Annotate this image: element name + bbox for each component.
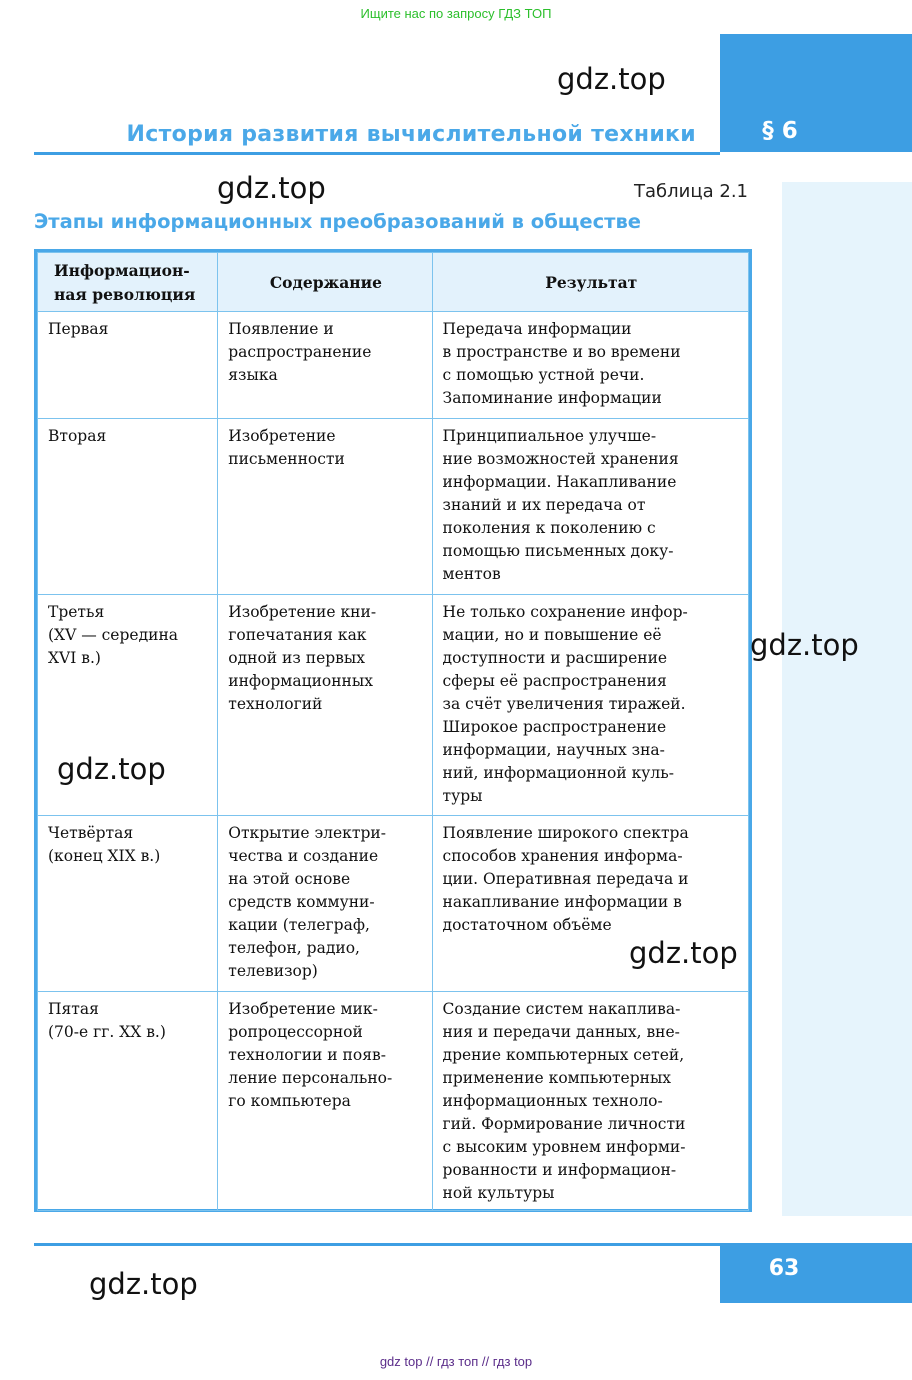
header-divider xyxy=(34,152,720,155)
table-header-row xyxy=(38,253,749,312)
revolution-cell: Третья (XV — середина XVI в.) xyxy=(38,595,218,816)
content-cell: Изобретение письменности xyxy=(218,419,432,595)
watermark: gdz.top xyxy=(57,752,166,786)
result-cell: Появление широкого спектра способов хранения информа- ции. Оперативная передача и накапливание информации в достаточном объёме xyxy=(432,816,748,992)
footer-divider xyxy=(34,1243,720,1246)
result-cell: Не только сохранение инфор- мации, но и повышение её доступности и расширение сферы её распространения за счёт увеличения тиражей. Широкое распространение информации, научных зна- ний, информационной куль- туры xyxy=(432,595,748,816)
result-cell: Создание систем накаплива- ния и передачи данных, вне- дрение компьютерных сетей, применение компьютерных информационных техноло- гий. Формирование личности с высоким уровнем информи- рованности и информацион- ной культуры xyxy=(432,992,748,1211)
result-cell: Передача информации в пространстве и во времени с помощью устной речи. Запоминание информации xyxy=(432,312,748,419)
table-row xyxy=(38,312,749,419)
header-content: Содержание xyxy=(218,253,432,312)
content-cell: Изобретение кни- гопечатания как одной из первых информационных технологий xyxy=(218,595,432,816)
revolution-cell: Вторая xyxy=(38,419,218,595)
chapter-title: История развития вычислительной техники xyxy=(126,122,696,147)
watermark: gdz.top xyxy=(629,936,738,970)
table-label: Таблица 2.1 xyxy=(634,181,748,202)
result-cell: Принципиальное улучше- ние возможностей хранения информации. Накапливание знаний и их передача от поколения к поколению с помощью письменных доку- ментов xyxy=(432,419,748,595)
side-panel xyxy=(782,182,912,1216)
header-revolution: Информацион- ная революция xyxy=(38,253,218,312)
watermark: gdz.top xyxy=(217,171,326,205)
content-cell: Изобретение мик- ропроцессорной технологии и появ- ление персонально- го компьютера xyxy=(218,992,432,1211)
revolutions-table xyxy=(34,249,752,1212)
header-result: Результат xyxy=(432,253,748,312)
page-number: 63 xyxy=(768,1256,800,1281)
top-banner[interactable]: Ищите нас по запросу ГДЗ ТОП xyxy=(360,6,552,21)
revolution-cell: Первая xyxy=(38,312,218,419)
watermark: gdz.top xyxy=(557,62,666,96)
content-cell: Открытие электри- чества и создание на этой основе средств коммуни- кации (телеграф, телефон, радио, телевизор) xyxy=(218,816,432,992)
revolution-cell: Четвёртая (конец XIX в.) xyxy=(38,816,218,992)
section-number: § 6 xyxy=(762,118,798,144)
watermark: gdz.top xyxy=(89,1267,198,1301)
watermark: gdz.top xyxy=(750,628,859,662)
bottom-banner[interactable]: gdz top // гдз топ // гдз top xyxy=(379,1354,533,1369)
table-title: Этапы информационных преобразований в обществе xyxy=(34,210,642,233)
table-row xyxy=(38,992,749,1211)
table-row xyxy=(38,419,749,595)
revolution-cell: Пятая (70-е гг. XX в.) xyxy=(38,992,218,1211)
content-cell: Появление и распространение языка xyxy=(218,312,432,419)
